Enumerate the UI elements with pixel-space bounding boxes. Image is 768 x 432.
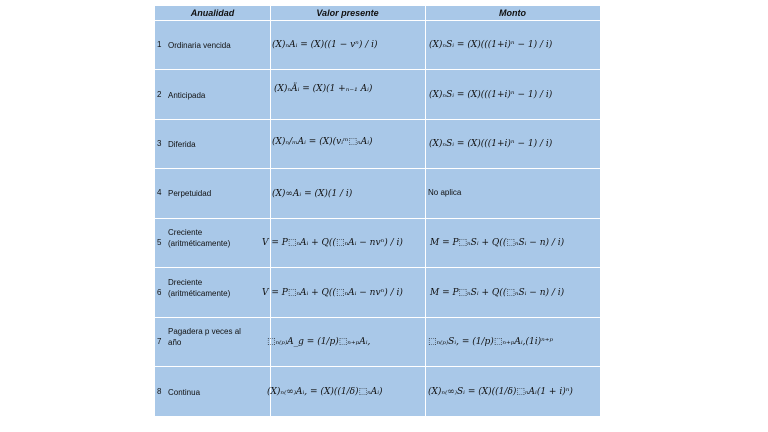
row-number: 6 <box>157 288 162 297</box>
row-divider <box>155 366 600 367</box>
row-label: Anticipada <box>168 91 206 100</box>
row-label: Ordinaria vencida <box>168 41 231 50</box>
row-divider <box>155 69 600 70</box>
amount-formula: M = P⬚ₙSᵢ + Q((⬚ₙSᵢ − n) / i) <box>430 288 565 298</box>
amount-formula: M = P⬚ₙSᵢ + Q((⬚ₙSᵢ − n) / i) <box>430 238 565 248</box>
row-divider <box>155 218 600 219</box>
present-value-formula: V = P⬚ₙAᵢ + Q((⬚ₙAᵢ − nvⁿ) / i) <box>262 238 403 248</box>
present-value-formula: V = P⬚ₙAᵢ + Q((⬚ₙAᵢ − nvⁿ) / i) <box>262 288 403 298</box>
column-divider <box>425 6 426 416</box>
row-label: Dreciente (aritméticamente) <box>168 278 231 298</box>
present-value-formula: (X)ₙÄᵢ = (X)(1 +ₙ₋₁ Aᵢ) <box>274 84 373 94</box>
row-number: 2 <box>157 90 162 99</box>
present-value-formula: (X)ₙ₍∞₎Aᵢ, = (X)((1/δ)⬚ₙAᵢ) <box>267 387 383 397</box>
column-divider <box>270 6 271 416</box>
annuity-formula-table <box>155 6 600 416</box>
present-value-formula: (X)∞Aᵢ = (X)(1 / i) <box>272 189 353 199</box>
row-number: 3 <box>157 139 162 148</box>
row-divider <box>155 317 600 318</box>
row-number: 1 <box>157 40 162 49</box>
present-value-formula: (X)ₙ/ₘAᵢ = (X)(vᵢᵐ⬚ₙAᵢ) <box>272 137 373 147</box>
row-label: Diferida <box>168 140 196 149</box>
header-monto: Monto <box>499 8 526 18</box>
row-divider <box>155 119 600 120</box>
header-valor-presente: Valor presente <box>316 8 379 18</box>
row-label: Creciente (aritméticamente) <box>168 228 231 248</box>
row-label: Perpetuidad <box>168 189 212 198</box>
row-divider <box>155 267 600 268</box>
row-number: 4 <box>157 188 162 197</box>
row-number: 8 <box>157 387 162 396</box>
amount-formula: (X)ₙSᵢ = (X)(((1+i)ⁿ − 1) / i) <box>429 90 553 100</box>
present-value-formula: ⬚ₙ₍ₚ₎A_g = (1/p)⬚ₙ₊ₚAᵢ, <box>267 337 371 347</box>
amount-formula: (X)ₙSᵢ = (X)(((1+i)ⁿ − 1) / i) <box>429 139 553 149</box>
header-anualidad: Anualidad <box>190 8 235 18</box>
row-divider <box>155 20 600 21</box>
present-value-formula: (X)ₙAᵢ = (X)((1 − vⁿ) / i) <box>272 40 378 50</box>
amount-formula: ⬚ₙ₍ₚ₎Sᵢ, = (1/p)⬚ₙ₊ₚAᵢ,(1i)ⁿ⁺ᵖ <box>428 337 554 347</box>
amount-formula: (X)ₙSᵢ = (X)(((1+i)ⁿ − 1) / i) <box>429 40 553 50</box>
row-number: 5 <box>157 238 162 247</box>
amount-formula: (X)ₙ₍∞₎Sᵢ = (X)((1/δ)⬚ₙAᵢ(1 + i)ⁿ) <box>428 387 573 397</box>
row-number: 7 <box>157 337 162 346</box>
row-label: Continua <box>168 388 201 397</box>
not-applicable-text: No aplica <box>428 188 462 197</box>
row-divider <box>155 168 600 169</box>
row-label: Pagadera p veces al año <box>168 327 241 347</box>
